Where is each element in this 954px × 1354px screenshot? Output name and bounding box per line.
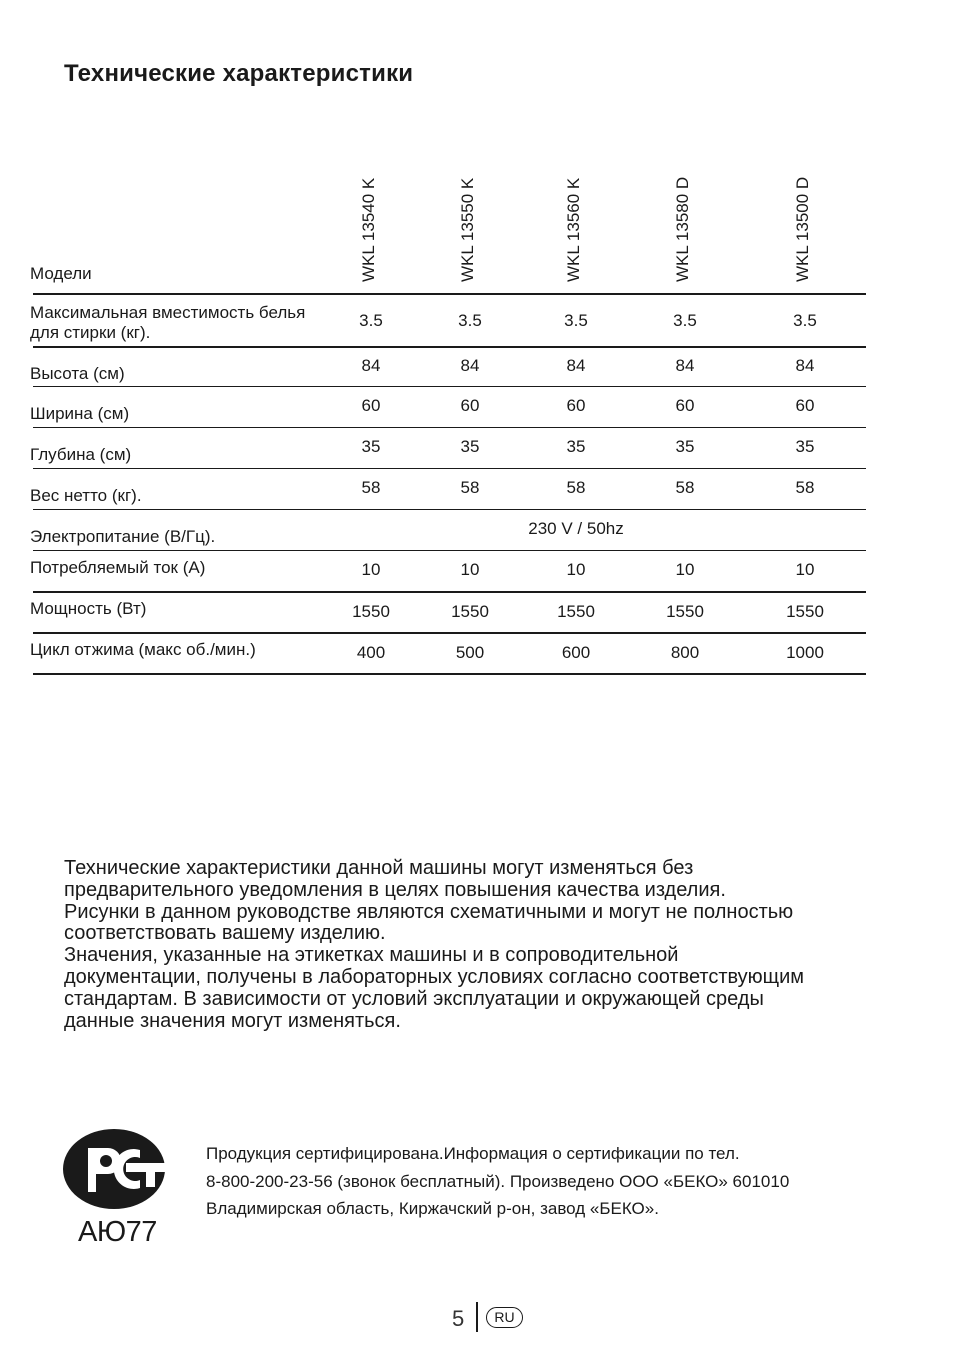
table-cell: 1550 — [666, 602, 704, 621]
models-label: Модели — [30, 264, 92, 283]
model-header-label: WKL 13550 K — [458, 177, 477, 282]
table-rule — [33, 632, 866, 634]
table-cell: 60 — [795, 396, 815, 415]
page-title: Технические характеристики — [64, 60, 414, 87]
certification-line: Продукция сертифицирована.Информация о сертификации по тел. — [206, 1144, 740, 1163]
row-label — [30, 364, 125, 384]
row-label-line: Электропитание (В/Гц). — [30, 527, 216, 546]
table-rule — [33, 346, 866, 348]
row-label — [30, 599, 146, 619]
table-cell: 10 — [675, 560, 695, 579]
notes-line: Технические характеристики данной машины могут изменяться без — [64, 857, 694, 879]
table-cell: 600 — [561, 643, 591, 662]
model-header-label: WKL 13500 D — [793, 176, 812, 282]
certification-line: Владимирская область, Киржачский р-он, завод «БЕКО». — [206, 1199, 659, 1218]
table-cell: 84 — [460, 356, 480, 375]
model-header-label: WKL 13580 D — [673, 176, 692, 282]
table-cell: 35 — [460, 437, 480, 456]
model-header-label: WKL 13560 K — [564, 177, 583, 282]
table-cell: 3.5 — [793, 311, 817, 330]
table-rule — [33, 427, 866, 428]
table-cell: 10 — [566, 560, 586, 579]
table-cell: 1550 — [352, 602, 390, 621]
table-cell: 1550 — [557, 602, 595, 621]
table-cell: 60 — [361, 396, 381, 415]
model-header — [455, 160, 485, 282]
table-cell: 58 — [795, 478, 815, 497]
model-header — [561, 160, 591, 282]
table-cell: 84 — [795, 356, 815, 375]
notes-line: предварительного уведомления в целях повышения качества изделия. — [64, 878, 726, 901]
row-label — [30, 445, 131, 465]
table-cell: 1000 — [786, 643, 824, 662]
table-cell: 60 — [566, 396, 586, 415]
row-label-line: для стирки (кг). — [30, 323, 151, 342]
table-cell: 1550 — [451, 602, 489, 621]
table-cell: 35 — [675, 437, 695, 456]
page-number: 5 — [452, 1306, 465, 1331]
notes-line: соответствовать вашему изделию. — [64, 922, 386, 945]
table-cell: 84 — [361, 356, 381, 375]
row-label-line: Цикл отжима (макс об./мин.) — [30, 640, 256, 659]
table-cell: 800 — [670, 643, 700, 662]
page-separator — [476, 1302, 478, 1332]
table-cell: 35 — [566, 437, 586, 456]
table-cell: 35 — [795, 437, 815, 456]
table-rule — [33, 468, 866, 469]
certification-mark-icon — [62, 1128, 174, 1210]
certification-text — [206, 1140, 906, 1223]
table-cell: 3.5 — [673, 311, 697, 330]
table-cell: 60 — [675, 396, 695, 415]
certification-code: АЮ77 — [78, 1216, 157, 1248]
row-label — [30, 486, 142, 506]
certification-line: 8-800-200-23-56 (звонок бесплатный). Произведено ООО «БЕКО» 601010 — [206, 1171, 790, 1191]
table-cell: 58 — [361, 478, 381, 497]
table-cell: 400 — [356, 643, 386, 662]
table-cell: 3.5 — [458, 311, 482, 330]
table-cell: 60 — [460, 396, 480, 415]
table-cell: 84 — [675, 356, 695, 375]
row-label — [30, 527, 215, 547]
row-label — [30, 404, 129, 424]
table-rule — [33, 509, 866, 510]
model-header — [790, 160, 820, 282]
table-rule — [33, 550, 866, 551]
notes-line: документации, получены в лабораторных условиях согласно соответствующим — [64, 965, 805, 988]
table-cell: 10 — [361, 560, 381, 579]
table-cell: 10 — [795, 560, 815, 579]
row-label — [30, 640, 256, 660]
table-cell: 1550 — [786, 602, 824, 621]
table-cell: 58 — [566, 478, 586, 497]
model-header — [356, 160, 386, 282]
table-cell: 500 — [455, 643, 485, 662]
table-cell: 3.5 — [564, 311, 588, 330]
table-cell: 58 — [675, 478, 695, 497]
table-cell: 58 — [460, 478, 480, 497]
language-badge: RU — [486, 1307, 523, 1328]
table-rule — [33, 293, 866, 295]
row-label-line: Максимальная вместимость белья — [30, 303, 306, 322]
row-label-line: Высота (см) — [30, 364, 125, 383]
notes-line: Рисунки в данном руководстве являются схематичными и могут не полностью — [64, 900, 794, 923]
row-label-line: Ширина (см) — [30, 404, 130, 423]
table-cell: 35 — [361, 437, 381, 456]
table-rule — [33, 673, 866, 675]
model-header — [670, 160, 700, 282]
notes — [64, 858, 884, 1032]
table-rule — [33, 386, 866, 387]
row-label-line: Глубина (см) — [30, 445, 132, 464]
row-label-line: Мощность (Вт) — [30, 599, 147, 618]
model-header-label: WKL 13540 K — [359, 177, 378, 282]
notes-line: данные значения могут изменяться. — [64, 1009, 401, 1032]
notes-line: стандартам. В зависимости от условий эксплуатации и окружающей среды — [64, 987, 764, 1010]
table-cell: 3.5 — [359, 311, 383, 330]
row-label-line: Потребляемый ток (A) — [30, 558, 206, 577]
table-cell: 84 — [566, 356, 586, 375]
notes-line: Значения, указанные на этикетках машины и в сопроводительной — [64, 944, 679, 967]
row-label — [30, 558, 205, 578]
row-label — [30, 303, 305, 343]
table-cell: 10 — [460, 560, 480, 579]
merged-value: 230 V / 50hz — [528, 519, 624, 538]
table-rule — [33, 591, 866, 593]
row-label-line: Вес нетто (кг). — [30, 486, 142, 505]
